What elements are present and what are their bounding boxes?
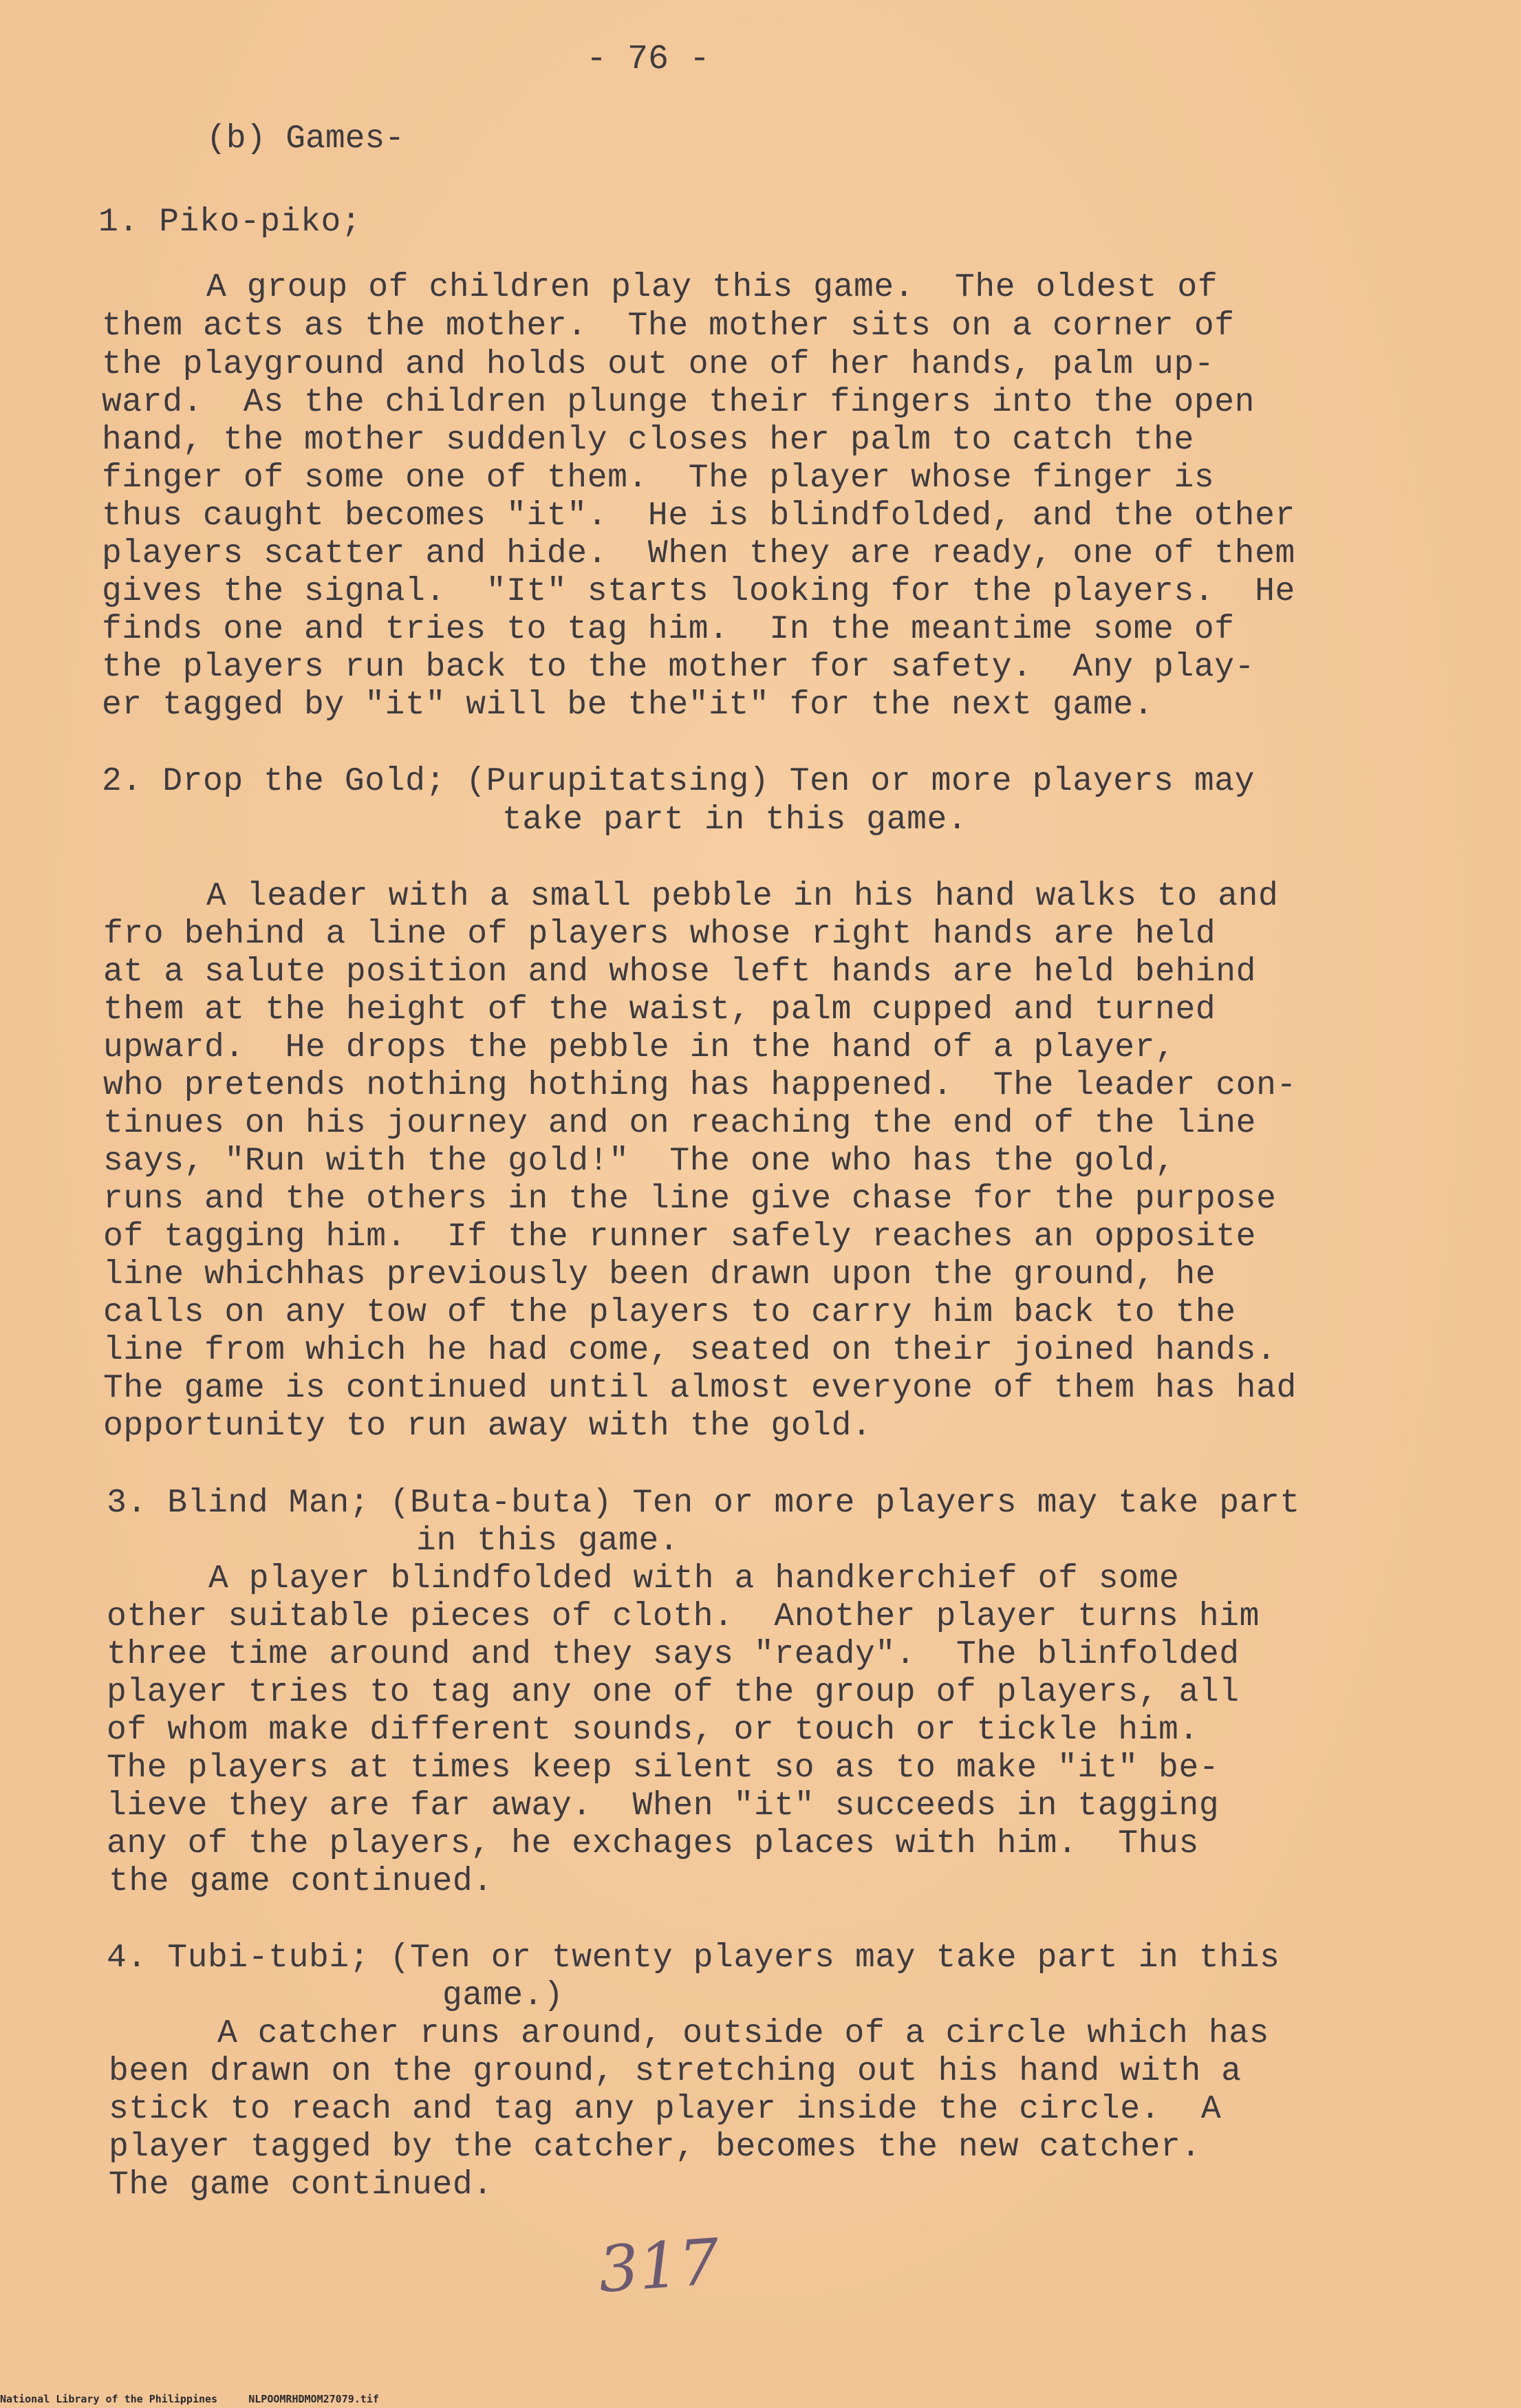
text-line: the playground and holds out one of her hands, palm up- (102, 346, 1215, 383)
text-line: player tries to tag any one of the group of players, all (107, 1674, 1240, 1711)
text-line: gives the signal. "It" starts looking for the players. He (102, 573, 1295, 610)
text-line: hand, the mother suddenly closes her palm to catch the (102, 422, 1194, 459)
text-line: A catcher runs around, outside of a circle which has (217, 2015, 1270, 2052)
text-line: er tagged by "it" will be the"it" for the next game. (102, 687, 1154, 724)
text-line: other suitable pieces of cloth. Another player turns him (107, 1598, 1260, 1635)
game-heading: 3. Blind Man; (Buta-buta) Ten or more players may take part (107, 1485, 1300, 1522)
text-line: stick to reach and tag any player inside the circle. A (109, 2091, 1222, 2128)
text-line: finger of some one of them. The player whose finger is (102, 460, 1215, 497)
text-line: been drawn on the ground, stretching out his hand with a (109, 2053, 1242, 2090)
text-line: line from which he had come, seated on their joined hands. (103, 1332, 1277, 1369)
game-heading: 2. Drop the Gold; (Purupitatsing) Ten or more players may (102, 763, 1255, 800)
text-line: lieve they are far away. When "it" succeeds in tagging (107, 1787, 1220, 1825)
text-line: opportunity to run away with the gold. (103, 1408, 872, 1445)
game-heading-continued: in this game. (416, 1523, 680, 1560)
text-line: them at the height of the waist, palm cupped and turned (103, 991, 1216, 1029)
text-line: player tagged by the catcher, becomes the new catcher. (109, 2129, 1201, 2166)
archive-footer: National Library of the Philippines NLPOOMRHDMOM27079.tif (0, 2393, 379, 2405)
game-heading: 1. Piko-piko; (98, 204, 362, 241)
text-line: of tagging him. If the runner safely reaches an opposite (103, 1218, 1257, 1256)
text-line: The players at times keep silent so as to make "it" be- (107, 1750, 1220, 1787)
text-line: at a salute position and whose left hands are held behind (103, 954, 1257, 991)
text-line: A group of children play this game. The oldest of (206, 269, 1218, 306)
text-line: calls on any tow of the players to carry him back to the (103, 1294, 1236, 1331)
text-line: runs and the others in the line give chase for the purpose (103, 1181, 1277, 1218)
text-line: any of the players, he exchages places with him. Thus (107, 1825, 1199, 1862)
text-line: of whom make different sounds, or touch or tickle him. (107, 1712, 1199, 1749)
page-number: - 76 - (586, 40, 711, 79)
text-line: says, "Run with the gold!" The one who has the gold, (103, 1143, 1176, 1180)
text-line: ward. As the children plunge their fingers into the open (102, 384, 1255, 421)
text-line: upward. He drops the pebble in the hand of a player, (103, 1029, 1176, 1066)
game-heading-continued: game.) (442, 1977, 564, 2014)
text-line: three time around and they says "ready". The blinfolded (107, 1636, 1240, 1673)
text-line: A player blindfolded with a handkerchief of some (208, 1560, 1180, 1598)
text-line: line whichhas previously been drawn upon the ground, he (103, 1256, 1216, 1293)
text-line: finds one and tries to tag him. In the meantime some of (102, 611, 1235, 648)
text-line: tinues on his journey and on reaching the end of the line (103, 1105, 1257, 1142)
text-line: A leader with a small pebble in his hand walks to and (206, 878, 1279, 915)
text-line: The game is continued until almost everyone of them has had (103, 1370, 1297, 1407)
game-heading: 4. Tubi-tubi; (Ten or twenty players may take part in this (107, 1939, 1280, 1977)
text-line: players scatter and hide. When they are ready, one of them (102, 535, 1295, 572)
text-line: the game continued. (109, 1863, 493, 1900)
handwritten-page-number: 317 (596, 2225, 722, 2307)
text-line: who pretends nothing hothing has happened. The leader con- (103, 1067, 1297, 1104)
text-line: the players run back to the mother for safety. Any play- (102, 649, 1255, 686)
text-line: thus caught becomes "it". He is blindfolded, and the other (102, 497, 1295, 535)
text-line: fro behind a line of players whose right hands are held (103, 916, 1216, 953)
text-line: The game continued. (109, 2167, 493, 2204)
text-line: them acts as the mother. The mother sits on a corner of (102, 308, 1235, 345)
game-heading-continued: take part in this game. (502, 802, 968, 839)
section-heading: (b) Games- (206, 120, 405, 158)
